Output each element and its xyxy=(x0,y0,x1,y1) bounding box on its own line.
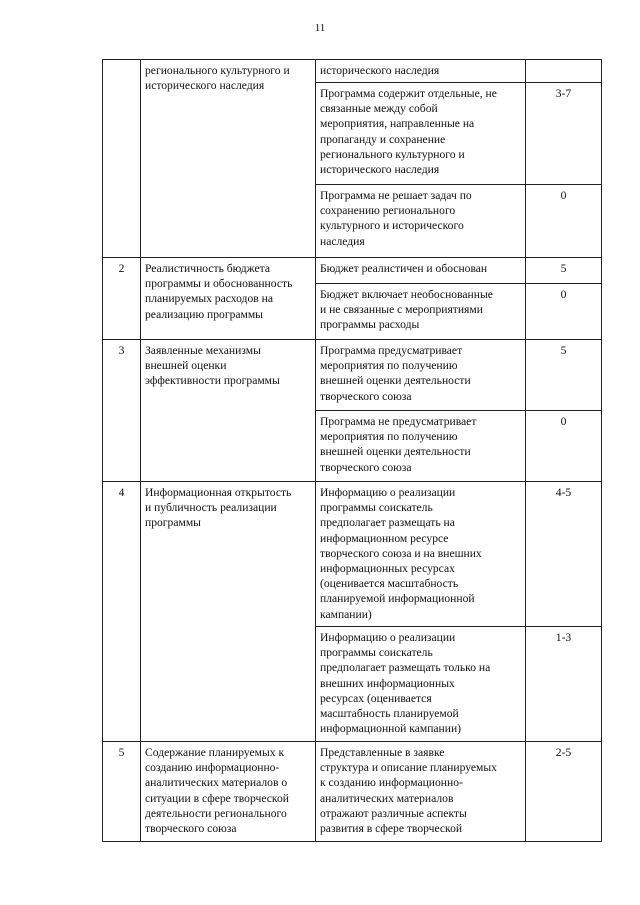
criterion-number xyxy=(103,60,141,258)
table-row xyxy=(103,258,602,284)
variant-description: Информацию о реализации программы соискатель предполагает размещать на информационном ресурсе творческого союза и на внешних информационных ресурсах (оценивается масштабность планируемой информационной кампании) xyxy=(316,482,526,627)
criterion-name: Реалистичность бюджета программы и обоснованность планируемых расходов на реализацию программы xyxy=(141,258,316,340)
variant-description: Программа предусматривает мероприятия по получению внешней оценки деятельности творческого союза xyxy=(316,340,526,411)
score-value: 1-3 xyxy=(526,627,602,742)
page-number: 11 xyxy=(314,22,326,34)
criterion-name: Информационная открытость и публичность реализации программы xyxy=(141,482,316,742)
score-value: 3-7 xyxy=(526,83,602,185)
score-value: 2-5 xyxy=(526,742,602,842)
criterion-number: 5 xyxy=(103,742,141,842)
variant-description: Программа не решает задач по сохранению регионального культурного и исторического наследия xyxy=(316,185,526,258)
criterion-name: регионального культурного и исторического наследия xyxy=(141,60,316,258)
criterion-number: 4 xyxy=(103,482,141,742)
variant-description: Программа содержит отдельные, не связанные между собой мероприятия, направленные на пропаганду и сохранение регионального культурного и исторического наследия xyxy=(316,83,526,185)
score-value: 0 xyxy=(526,185,602,258)
score-value: 0 xyxy=(526,284,602,340)
table-row xyxy=(103,60,602,83)
criterion-name: Содержание планируемых к созданию информационно- аналитических материалов о ситуации в сфере творческой деятельности регионального творческого союза xyxy=(141,742,316,842)
score-value: 5 xyxy=(526,258,602,284)
variant-description: Информацию о реализации программы соискатель предполагает размещать только на внешних информационных ресурсах (оценивается масштабность планируемой информационной кампании) xyxy=(316,627,526,742)
variant-description: Бюджет включает необоснованные и не связанные с мероприятиями программы расходы xyxy=(316,284,526,340)
table-row xyxy=(103,742,602,842)
table-row xyxy=(103,482,602,627)
criterion-name: Заявленные механизмы внешней оценки эффективности программы xyxy=(141,340,316,482)
score-value: 5 xyxy=(526,340,602,411)
variant-description: исторического наследия xyxy=(316,60,526,83)
criterion-number: 2 xyxy=(103,258,141,340)
variant-description: Представленные в заявке структура и описание планируемых к созданию информационно- аналитических материалов отражают различные аспекты развития в сфере творческой xyxy=(316,742,526,842)
variant-description: Программа не предусматривает мероприятия по получению внешней оценки деятельности творческого союза xyxy=(316,411,526,482)
score-value: 0 xyxy=(526,411,602,482)
variant-description: Бюджет реалистичен и обоснован xyxy=(316,258,526,284)
score-value: 4-5 xyxy=(526,482,602,627)
criteria-table xyxy=(102,59,602,842)
score-value xyxy=(526,60,602,83)
criterion-number: 3 xyxy=(103,340,141,482)
table-row xyxy=(103,340,602,411)
